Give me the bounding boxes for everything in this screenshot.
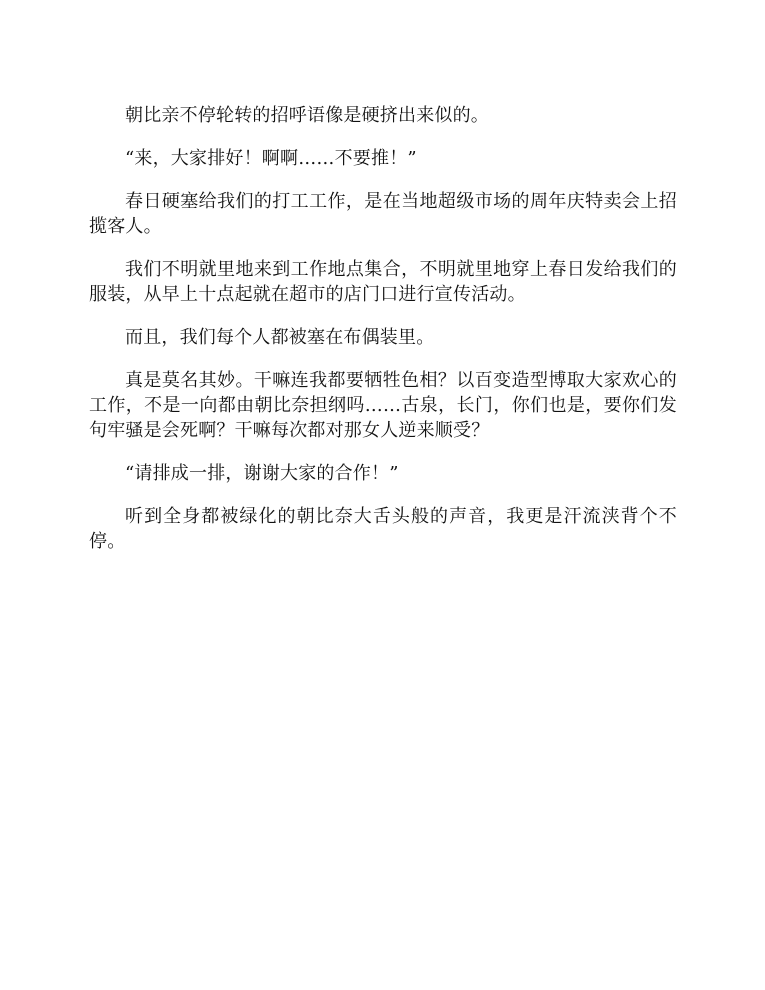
paragraph-2: “来，大家排好！啊啊……不要推！” (125, 148, 417, 169)
paragraph-5: 而且，我们每个人都被塞在布偶装里。 (125, 327, 435, 348)
paragraph-1: 朝比亲不停轮转的招呼语像是硬挤出来似的。 (125, 105, 489, 126)
paragraph-6: 真是莫名其妙。干嘛连我都要牺牲色相？以百变造型博取大家欢心的工作，不是一向都由朝比奈担纲吗……古泉，长门，你们也是，要你们发句牢骚是会死啊？干嘛每次都对那女人逆来顺受？ (89, 370, 677, 441)
paragraph-3: 春日硬塞给我们的打工工作，是在当地超级市场的周年庆特卖会上招揽客人。 (89, 191, 677, 237)
paragraph-7: “请排成一排，谢谢大家的合作！” (125, 463, 399, 484)
paragraph-4: 我们不明就里地来到工作地点集合，不明就里地穿上春日发给我们的服装，从早上十点起就在超市的店门口进行宣传活动。 (89, 259, 677, 305)
document-body (89, 103, 677, 572)
paragraph-8: 听到全身都被绿化的朝比奈大舌头般的声音，我更是汗流浃背个不停。 (89, 506, 677, 552)
